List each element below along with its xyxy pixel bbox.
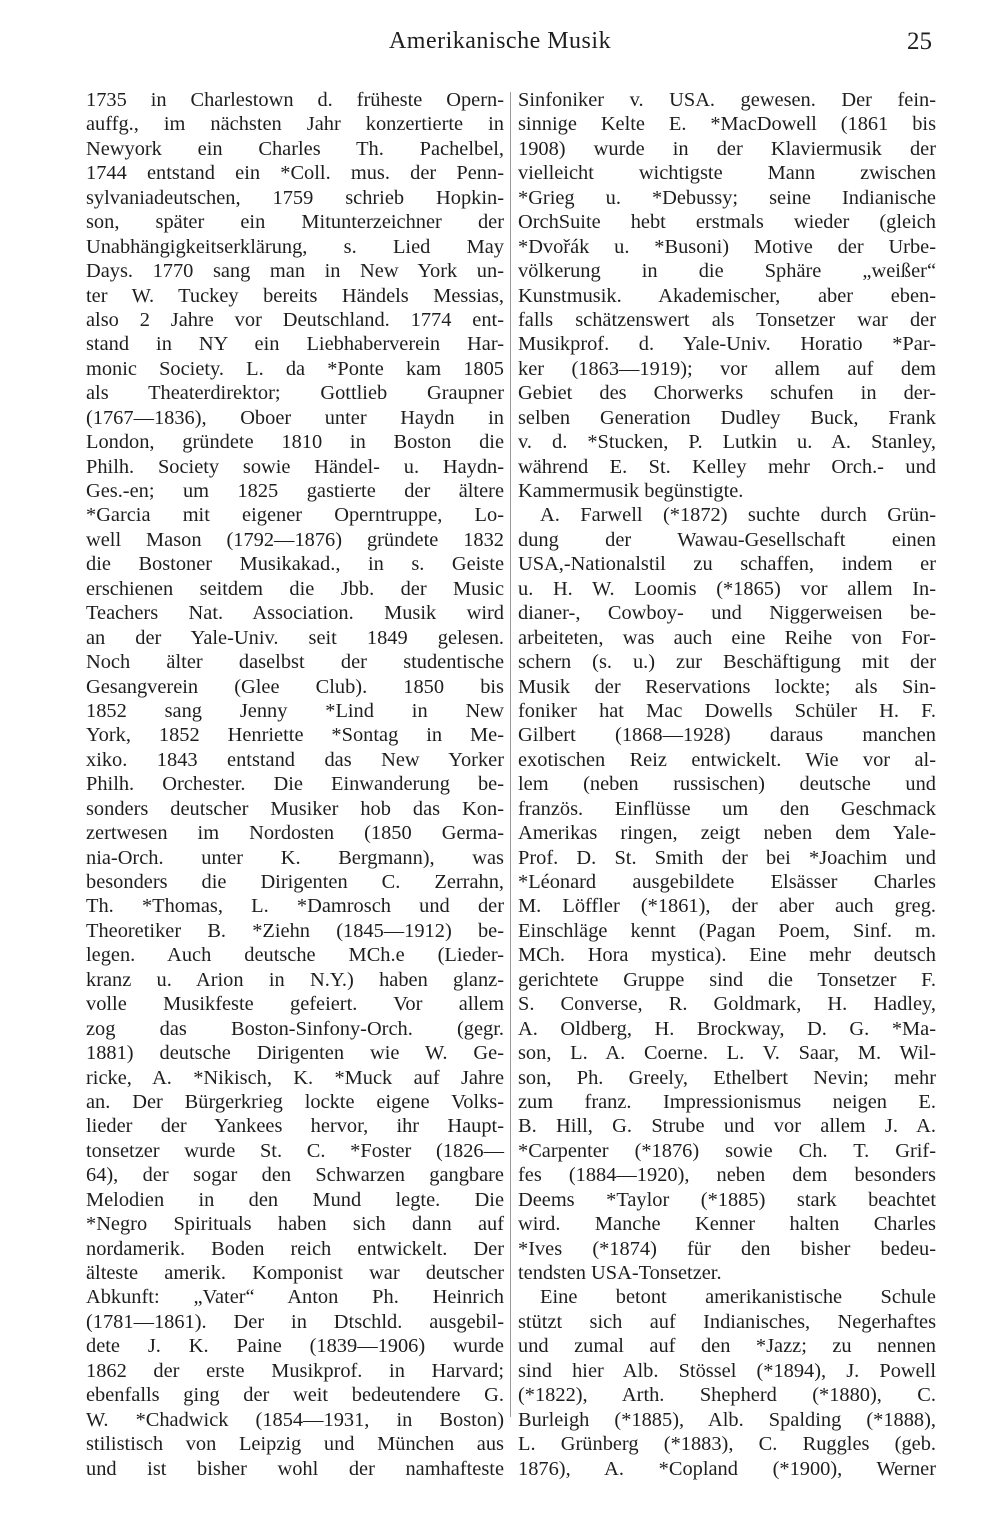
text-line: volle Musikfeste gefeiert. Vor allem xyxy=(86,993,504,1016)
text-line: Abkunft: „Vater“ Anton Ph. Heinrich xyxy=(86,1286,504,1309)
text-line: die Bostoner Musikakad., in s. Geiste xyxy=(86,553,504,576)
text-line: son, L. A. Coerne. L. V. Saar, M. Wil- xyxy=(518,1042,936,1065)
text-line: *Grieg u. *Debussy; seine Indianische xyxy=(518,186,936,209)
text-line: dung der Wawau-Gesellschaft einen xyxy=(518,528,936,551)
text-line: *Léonard ausgebildete Elsässer Charles xyxy=(518,871,936,893)
text-line: (1767—1836), Oboer unter Haydn in xyxy=(86,406,504,429)
column-divider xyxy=(510,92,511,1417)
text-line: dete J. K. Paine (1839—1906) wurde xyxy=(86,1335,504,1358)
running-head xyxy=(0,28,1000,62)
text-line: W. *Chadwick (1854—1931, in Boston) xyxy=(86,1408,504,1431)
page-number: 25 xyxy=(907,28,932,55)
text-line: legen. Auch deutsche MCh.e (Lieder- xyxy=(86,944,504,967)
text-line: well Mason (1792—1876) gründete 1832 xyxy=(86,528,504,551)
text-line: 1744 entstand ein *Coll. mus. der Penn- xyxy=(86,162,504,185)
running-title: Amerikanische Musik xyxy=(388,28,612,54)
text-line: Kunstmusik. Akademischer, aber eben- xyxy=(518,284,936,307)
text-line: 1852 sang Jenny *Lind in New xyxy=(86,699,504,722)
text-line: *Garcia mit eigener Operntruppe, Lo- xyxy=(86,504,504,527)
text-line: OrchSuite hebt erstmals wieder (gleich xyxy=(518,211,936,234)
text-line: 1735 in Charlestown d. früheste Opern- xyxy=(86,89,504,111)
text-line: besonders die Dirigenten C. Zerrahn, xyxy=(86,871,504,893)
text-line: während E. St. Kelley mehr Orch.- und xyxy=(518,455,936,478)
text-line: an der Yale-Univ. seit 1849 gelesen. xyxy=(86,626,504,649)
text-line: dianer-, Cowboy- und Niggerweisen be- xyxy=(518,602,936,625)
text-line: *Carpenter (*1876) sowie Ch. T. Grif- xyxy=(518,1139,936,1162)
text-line: Ges.-en; um 1825 gastierte der ältere xyxy=(86,480,504,502)
text-line: (*1822), Arth. Shepherd (*1880), C. xyxy=(518,1384,936,1407)
text-line: Prof. D. St. Smith der bei *Joachim und xyxy=(518,846,936,869)
text-line: MCh. Hora mystica). Eine mehr deutsch xyxy=(518,944,936,967)
text-line: auffg., im nächsten Jahr konzertierte in xyxy=(86,113,504,136)
text-line: stützt sich auf Indianisches, Negerhaftes xyxy=(518,1310,936,1333)
text-line: L. Grünberg (*1883), C. Ruggles (geb. xyxy=(518,1433,936,1456)
left-column xyxy=(86,88,504,1481)
text-line: 64), der sogar den Schwarzen gangbare xyxy=(86,1164,504,1187)
text-line: Musikprof. d. Yale-Univ. Horatio *Par- xyxy=(518,333,936,356)
text-line: sonders deutscher Musiker hob das Kon- xyxy=(86,797,504,820)
text-line: Days. 1770 sang man in New York un- xyxy=(86,260,504,283)
text-line: stand in NY ein Liebhaberverein Har- xyxy=(86,333,504,356)
text-line: USA,-Nationalstil zu schaffen, indem er xyxy=(518,553,936,576)
text-line: lem (neben russischen) deutsche und xyxy=(518,773,936,796)
text-line: xiko. 1843 entstand das New Yorker xyxy=(86,748,504,771)
text-line: Philh. Orchester. Die Einwanderung be- xyxy=(86,773,504,796)
text-line: zog das Boston-Sinfony-Orch. (gegr. xyxy=(86,1017,504,1040)
text-line: Eine betont amerikanistische Schule xyxy=(540,1286,936,1309)
text-line: schern (s. u.) zur Beschäftigung mit der xyxy=(518,651,936,674)
text-line: 1908) wurde in der Klaviermusik der xyxy=(518,137,936,160)
text-line: sinnige Kelte E. *MacDowell (1861 bis xyxy=(518,113,936,136)
text-line: B. Hill, G. Strube und vor allem J. A. xyxy=(518,1115,936,1138)
text-line: kranz u. Arion in N.Y.) haben glanz- xyxy=(86,968,504,991)
text-line: sylvaniadeutschen, 1759 schrieb Hopkin- xyxy=(86,186,504,209)
text-line: v. d. *Stucken, P. Lutkin u. A. Stanley, xyxy=(518,431,936,454)
text-line: Gesangverein (Glee Club). 1850 bis xyxy=(86,675,504,698)
text-line: London, gründete 1810 in Boston die xyxy=(86,431,504,454)
text-line: son, später ein Mitunterzeichner der xyxy=(86,211,504,234)
text-line: Th. *Thomas, L. *Damrosch und der xyxy=(86,895,504,918)
text-line: als Theaterdirektor; Gottlieb Graupner xyxy=(86,382,504,405)
text-line: ricke, A. *Nikisch, K. *Muck auf Jahre xyxy=(86,1066,504,1089)
text-line: Deems *Taylor (*1885) stark beachtet xyxy=(518,1188,936,1211)
text-line: Theoretiker B. *Ziehn (1845—1912) be- xyxy=(86,919,504,942)
text-line: sind hier Alb. Stössel (*1894), J. Powell xyxy=(518,1359,936,1382)
text-line: erschienen seitdem die Jbb. der Music xyxy=(86,577,504,600)
text-line: arbeiteten, was auch eine Reihe von For- xyxy=(518,626,936,649)
text-line: ter W. Tuckey bereits Händels Messias, xyxy=(86,284,504,307)
text-line: 1876), A. *Copland (*1900), Werner xyxy=(518,1457,936,1480)
text-line: son, Ph. Greely, Ethelbert Nevin; mehr xyxy=(518,1066,936,1089)
text-line: zertwesen im Nordosten (1850 Germa- xyxy=(86,822,504,845)
text-line: *Ives (*1874) für den bisher bedeu- xyxy=(518,1237,936,1260)
text-line: M. Löffler (*1861), der aber auch greg. xyxy=(518,895,936,918)
text-line: tonsetzer wurde St. C. *Foster (1826— xyxy=(86,1139,504,1162)
text-line: Sinfoniker v. USA. gewesen. Der fein- xyxy=(518,89,936,111)
text-line: völkerung in die Sphäre „weißer“ xyxy=(518,260,936,283)
text-line: Philh. Society sowie Händel- u. Haydn- xyxy=(86,455,504,478)
text-line: also 2 Jahre vor Deutschland. 1774 ent- xyxy=(86,308,504,331)
text-line: gerichtete Gruppe sind die Tonsetzer F. xyxy=(518,968,936,991)
text-line: ker (1863—1919); vor allem auf dem xyxy=(518,357,936,380)
text-line: stilistisch von Leipzig und München aus xyxy=(86,1433,504,1456)
right-column xyxy=(518,88,936,1481)
text-line: Newyork ein Charles Th. Pachelbel, xyxy=(86,137,504,160)
text-line: vielleicht wichtigste Mann zwischen xyxy=(518,162,936,185)
text-line: ebenfalls ging der weit bedeutendere G. xyxy=(86,1384,504,1407)
text-line: Gilbert (1868—1928) daraus manchen xyxy=(518,724,936,747)
text-line: zum franz. Impressionismus neigen E. xyxy=(518,1090,936,1113)
text-line: französ. Einflüsse um den Geschmack xyxy=(518,797,936,820)
text-line: Noch älter daselbst der studentische xyxy=(86,651,504,674)
text-line: lieder der Yankees hervor, ihr Haupt- xyxy=(86,1115,504,1138)
text-line: und zumal auf den *Jazz; zu nennen xyxy=(518,1335,936,1358)
text-line: Burleigh (*1885), Alb. Spalding (*1888), xyxy=(518,1408,936,1431)
text-line: Gebiet des Chorwerks schufen in der- xyxy=(518,382,936,405)
text-line: Musik der Reservations lockte; als Sin- xyxy=(518,675,936,698)
text-line: fes (1884—1920), neben dem besonders xyxy=(518,1164,936,1187)
text-line: A. Farwell (*1872) suchte durch Grün- xyxy=(540,504,936,527)
text-line: an. Der Bürgerkrieg lockte eigene Volks- xyxy=(86,1090,504,1113)
text-line: tendsten USA-Tonsetzer. xyxy=(518,1262,722,1284)
text-line: foniker hat Mac Dowells Schüler H. F. xyxy=(518,699,936,722)
text-line: monic Society. L. da *Ponte kam 1805 xyxy=(86,357,504,380)
text-line: Teachers Nat. Association. Musik wird xyxy=(86,602,504,625)
text-line: nia-Orch. unter K. Bergmann), was xyxy=(86,846,504,869)
text-line: u. H. W. Loomis (*1865) vor allem In- xyxy=(518,577,936,600)
text-line: Einschläge kennt (Pagan Poem, Sinf. m. xyxy=(518,919,936,942)
text-line: und ist bisher wohl der namhafteste xyxy=(86,1457,504,1480)
text-line: 1881) deutsche Dirigenten wie W. Ge- xyxy=(86,1042,504,1065)
text-line: 1862 der erste Musikprof. in Harvard; xyxy=(86,1359,504,1382)
text-line: York, 1852 Henriette *Sontag in Me- xyxy=(86,724,504,747)
text-line: exotischen Reiz entwickelt. Wie vor al- xyxy=(518,748,936,771)
text-line: (1781—1861). Der in Dtschld. ausgebil- xyxy=(86,1310,504,1333)
text-line: S. Converse, R. Goldmark, H. Hadley, xyxy=(518,993,936,1016)
text-line: Unabhängigkeitserklärung, s. Lied May xyxy=(86,235,504,258)
text-line: älteste amerik. Komponist war deutscher xyxy=(86,1262,504,1284)
text-line: selben Generation Dudley Buck, Frank xyxy=(518,406,936,429)
text-line: *Negro Spirituals haben sich dann auf xyxy=(86,1213,504,1236)
text-line: Amerikas ringen, zeigt neben dem Yale- xyxy=(518,822,936,845)
text-line: nordamerik. Boden reich entwickelt. Der xyxy=(86,1237,504,1260)
text-line: *Dvořák u. *Busoni) Motive der Urbe- xyxy=(518,235,936,258)
text-line: Kammermusik begünstigte. xyxy=(518,480,744,502)
text-line: falls schätzenswert als Tonsetzer war der xyxy=(518,308,936,331)
text-line: Melodien in den Mund legte. Die xyxy=(86,1188,504,1211)
text-line: A. Oldberg, H. Brockway, D. G. *Ma- xyxy=(518,1017,936,1040)
text-line: wird. Manche Kenner halten Charles xyxy=(518,1213,936,1236)
